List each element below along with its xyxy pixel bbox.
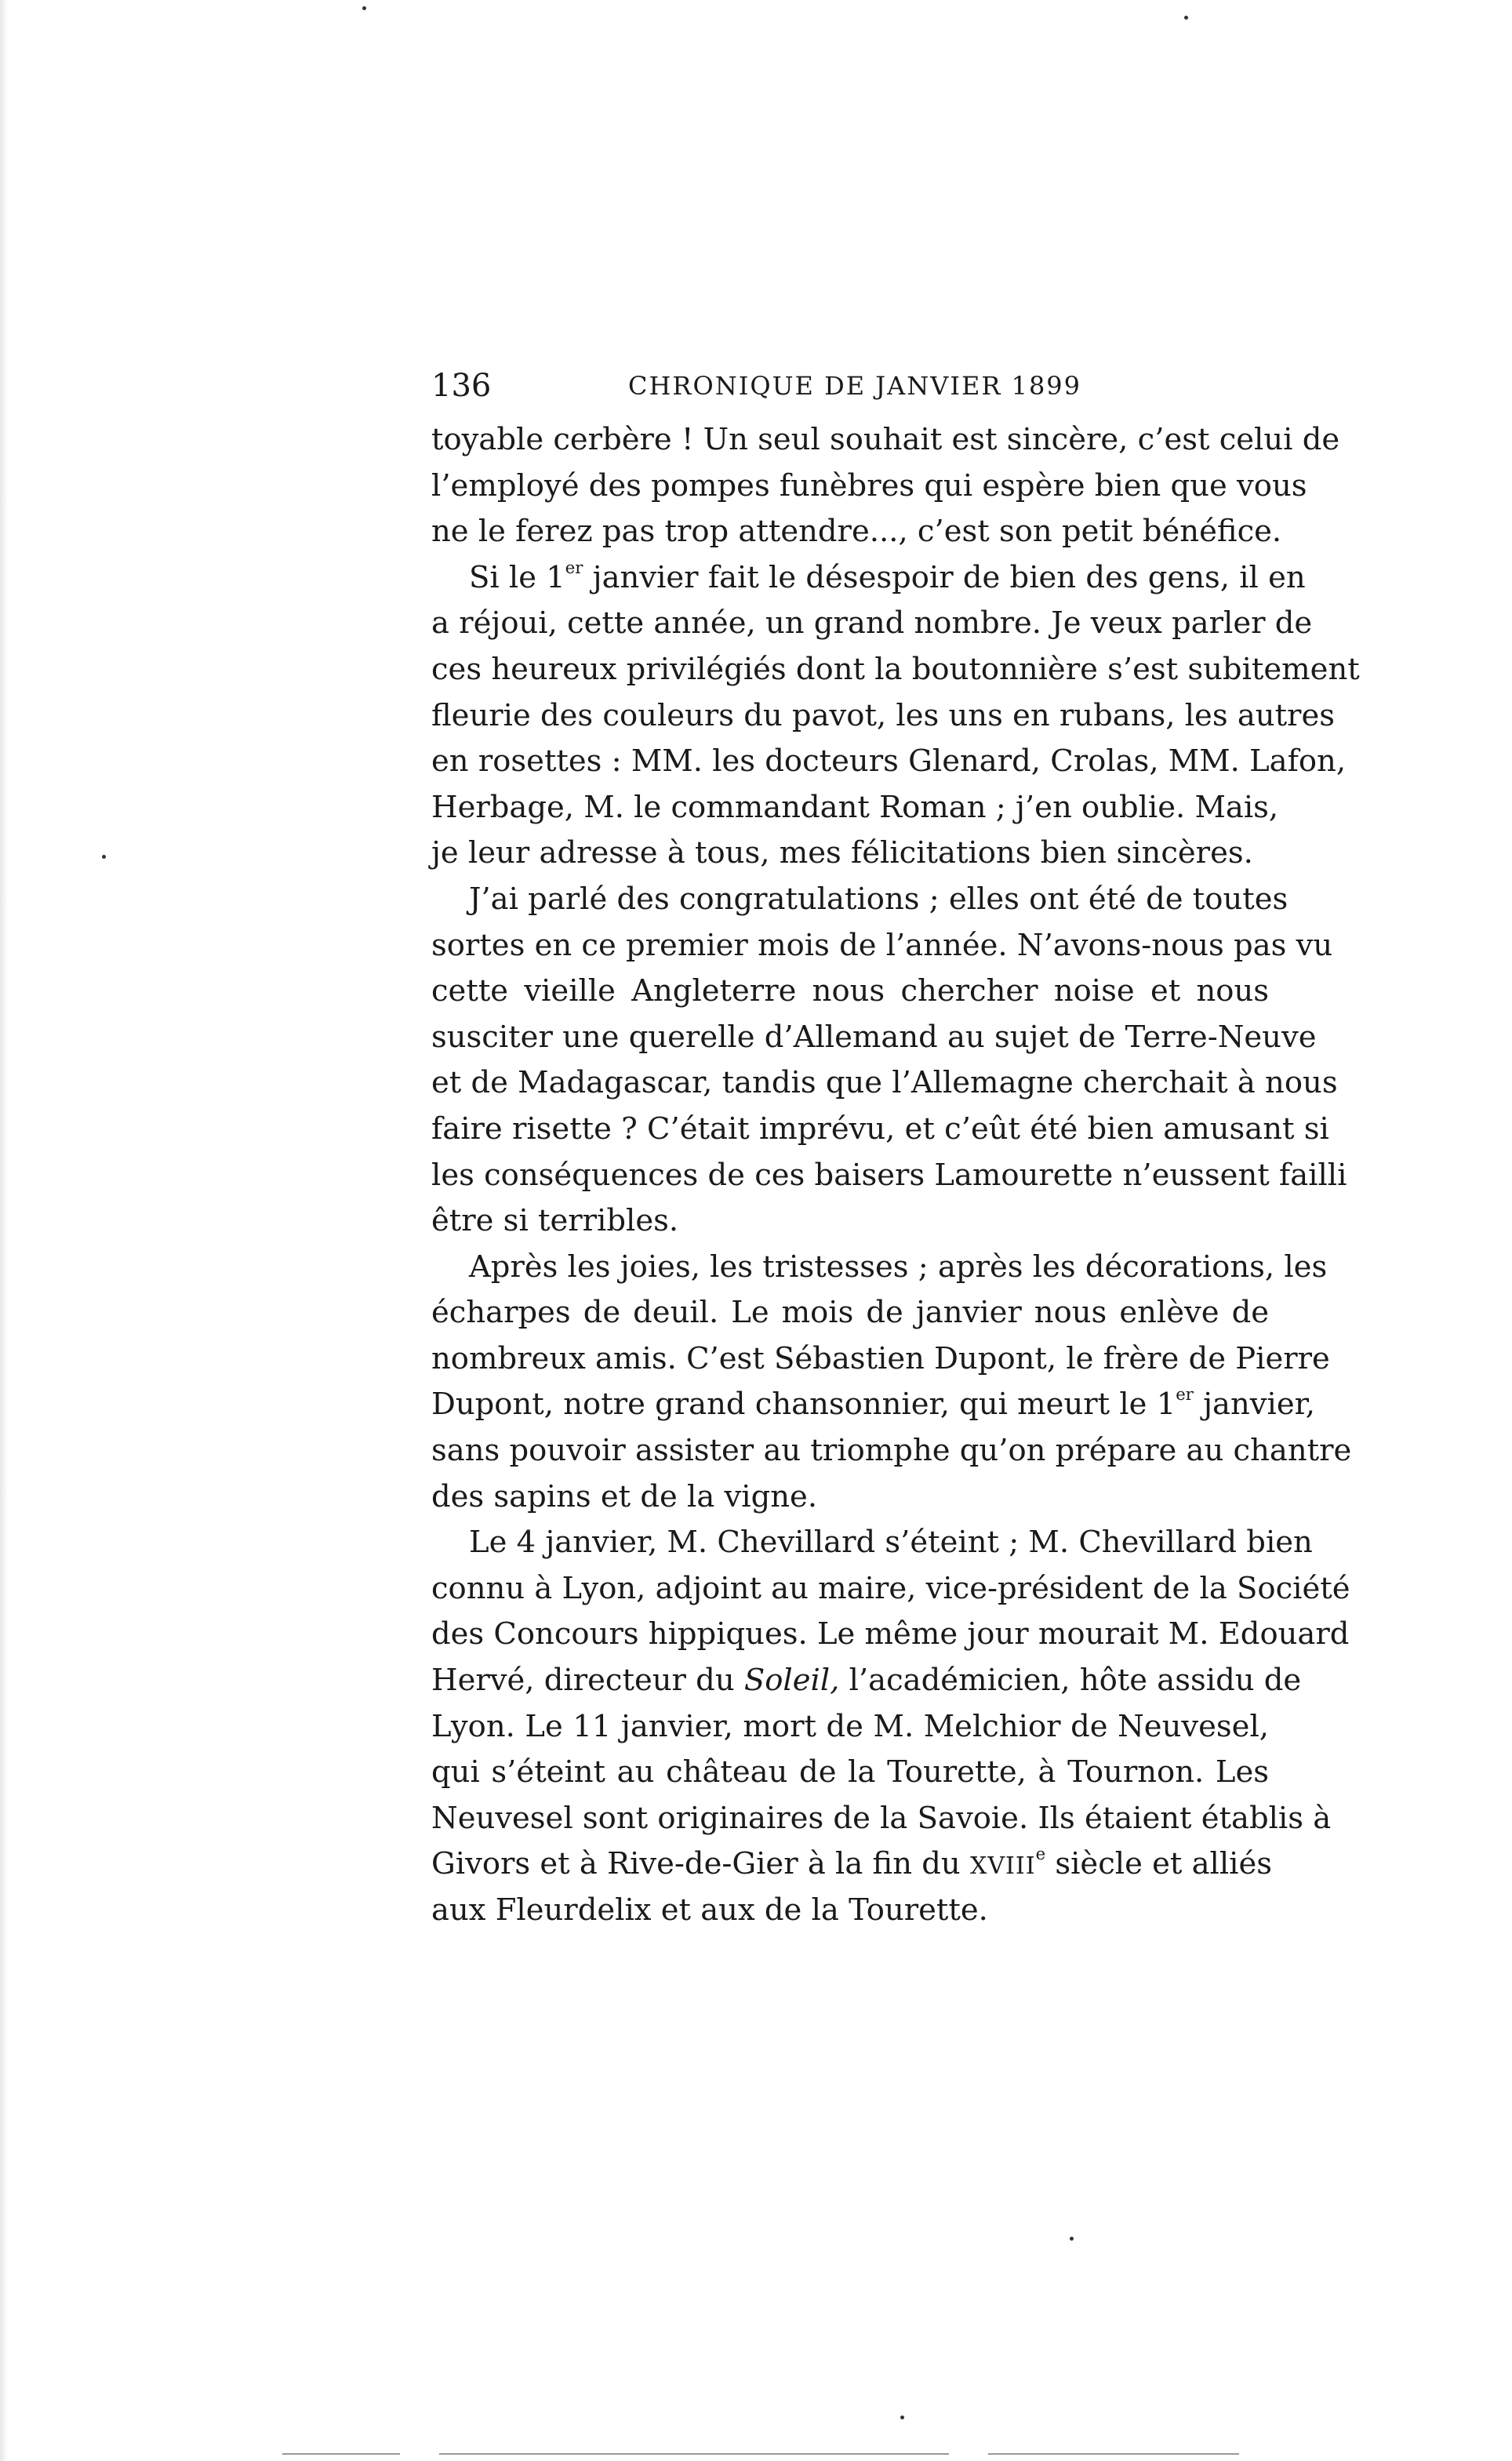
- text-line: aux Fleurdelix et aux de la Tourette.: [431, 1892, 988, 1928]
- text-line: J’ai parlé des congratulations ; elles ont été de toutes: [469, 881, 1288, 917]
- text-line: fleurie des couleurs du pavot, les uns en rubans, les autres: [431, 697, 1335, 733]
- scan-edge: [0, 0, 8, 2461]
- text-line: a réjoui, cette année, un grand nombre. Je veux parler de: [431, 605, 1313, 642]
- text-line: l’employé des pompes funèbres qui espère bien que vous: [431, 467, 1307, 503]
- text-line: Herbage, M. le commandant Roman ; j’en oublie. Mais,: [431, 789, 1279, 825]
- text-line: Si le 1er janvier fait le désespoir de bien des gens, il en: [469, 557, 1306, 595]
- text-line: nombreux amis. C’est Sébastien Dupont, le frère de Pierre: [431, 1340, 1330, 1376]
- text-line: écharpes de deuil. Le mois de janvier nous enlève de: [431, 1295, 1269, 1331]
- scan-speck: [900, 2416, 904, 2419]
- text-line: Dupont, notre grand chansonnier, qui meurt le 1er janvier,: [431, 1384, 1316, 1423]
- text-line: ne le ferez pas trop attendre..., c’est son petit bénéfice.: [431, 514, 1282, 550]
- page-number: 136: [431, 368, 492, 404]
- text-line: je leur adresse à tous, mes félicitations bien sincères.: [431, 835, 1253, 871]
- scan-speck: [1070, 2237, 1074, 2241]
- running-title: CHRONIQUE DE JANVIER 1899: [627, 371, 1082, 401]
- scan-speck: [362, 6, 366, 10]
- paragraph-2: [431, 555, 1360, 877]
- scan-speck: [1184, 16, 1188, 20]
- text-line: des sapins et de la vigne.: [431, 1478, 818, 1514]
- text-line: en rosettes : MM. les docteurs Glenard, Crolas, MM. Lafon,: [431, 743, 1347, 780]
- text-line: faire risette ? C’était imprévu, et c’eût été bien amusant si: [431, 1111, 1329, 1147]
- text-line: être si terribles.: [431, 1203, 679, 1239]
- text-line: Givors et à Rive-de-Gier à la fin du XVIIIe siècle et alliés: [431, 1844, 1273, 1882]
- scan-speck: [102, 855, 106, 859]
- paragraph-4: [431, 1245, 1352, 1521]
- text-line: susciter une querelle d’Allemand au sujet de Terre-Neuve: [431, 1019, 1317, 1055]
- text-line: les conséquences de ces baisers Lamourette n’eussent failli: [431, 1157, 1347, 1193]
- text-line: qui s’éteint au château de la Tourette, à Tournon. Les: [431, 1754, 1269, 1790]
- body-text: [431, 417, 1360, 1934]
- text-line: Le 4 janvier, M. Chevillard s’éteint ; M. Chevillard bien: [469, 1525, 1313, 1561]
- text-line: sortes en ce premier mois de l’année. N’avons-nous pas vu: [431, 927, 1333, 963]
- bottom-rule: [439, 2453, 949, 2455]
- paragraph-5: [431, 1520, 1350, 1933]
- paragraph-1: [431, 417, 1340, 555]
- text-line: connu à Lyon, adjoint au maire, vice-président de la Société: [431, 1570, 1350, 1606]
- bottom-rule: [282, 2453, 400, 2455]
- text-line: des Concours hippiques. Le même jour mourait M. Edouard: [431, 1616, 1350, 1652]
- ordinal-superscript: er: [565, 557, 583, 577]
- text-line: Après les joies, les tristesses ; après les décorations, les: [469, 1249, 1328, 1285]
- text-line: toyable cerbère ! Un seul souhait est sincère, c’est celui de: [431, 422, 1340, 457]
- text-line: ces heureux privilégiés dont la boutonnière s’est subitement: [431, 651, 1360, 687]
- bottom-rule: [988, 2453, 1239, 2455]
- text-line: Hervé, directeur du Soleil, l’académicien, hôte assidu de: [431, 1663, 1302, 1699]
- text-line: Neuvesel sont originaires de la Savoie. Ils étaient établis à: [431, 1800, 1332, 1836]
- italic-title: Soleil,: [743, 1663, 840, 1699]
- ordinal-superscript: e: [1035, 1844, 1046, 1864]
- century-numeral: XVIII: [969, 1852, 1036, 1881]
- text-line: cette vieille Angleterre nous chercher noise et nous: [431, 973, 1269, 1009]
- paragraph-3: [431, 877, 1347, 1245]
- page-header: [431, 362, 1278, 409]
- text-line: Lyon. Le 11 janvier, mort de M. Melchior de Neuvesel,: [431, 1708, 1269, 1744]
- text-line: et de Madagascar, tandis que l’Allemagne cherchait à nous: [431, 1065, 1338, 1101]
- text-line: sans pouvoir assister au triomphe qu’on prépare au chantre: [431, 1433, 1352, 1469]
- ordinal-superscript: er: [1176, 1384, 1194, 1405]
